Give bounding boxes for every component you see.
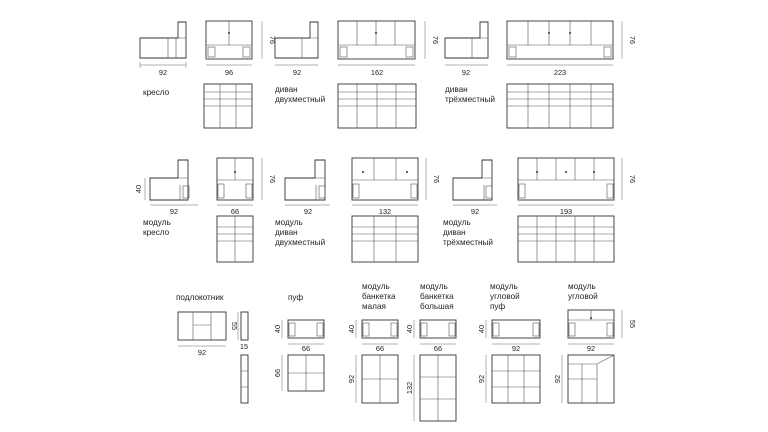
- module-sofa2-height-label: 76: [432, 174, 441, 184]
- bench-small-height-label: 40: [347, 324, 356, 334]
- sofa2-side-view: [275, 22, 318, 58]
- module-chair-top-plan: [217, 216, 253, 262]
- armchair-label: кресло: [143, 88, 170, 97]
- armrest-front-view: [178, 312, 226, 340]
- module-sofa2-front-view: [352, 158, 418, 200]
- armchair-side-view: [140, 22, 186, 58]
- bench-large-label-line2: банкетка: [420, 292, 454, 301]
- pouf-front-view: [288, 320, 324, 338]
- corner-pouf-width-label: 92: [511, 344, 521, 353]
- module-sofa3-label-line3: трёхместный: [443, 238, 493, 247]
- bench-large-depth-label: 132: [405, 381, 414, 395]
- bench-large-height-label: 40: [405, 324, 414, 334]
- sofa3-label-line1: диван: [445, 85, 468, 94]
- corner-pouf-front-view: [492, 320, 540, 338]
- bench-small-label-line2: банкетка: [362, 292, 396, 301]
- armrest-height-label: 55: [230, 321, 239, 331]
- bench-small-front-view: [362, 320, 398, 338]
- sofa2-label-line1: диван: [275, 85, 298, 94]
- sofa2-side-width-label: 92: [292, 68, 302, 77]
- armchair-width-label: 92: [158, 68, 168, 77]
- armrest-width-label: 92: [197, 348, 207, 357]
- module-sofa2-side-view: [285, 160, 325, 200]
- sofa2-top-plan: [338, 84, 416, 128]
- module-chair-seat-height-label: 40: [134, 184, 143, 194]
- module-sofa3-top-plan: [518, 216, 614, 262]
- sofa2-width-label: 162: [370, 68, 384, 77]
- module-sofa2-top-plan: [352, 216, 418, 262]
- sofa3-label-line2: трёхместный: [445, 95, 495, 104]
- corner-width-label: 92: [586, 344, 596, 353]
- corner-top-plan: [568, 355, 614, 403]
- armchair-top-plan: [204, 84, 252, 128]
- module-sofa2-label-line3: двухместный: [275, 238, 326, 247]
- module-sofa3-label-line2: диван: [443, 228, 466, 237]
- sofa3-front-view: [507, 21, 613, 59]
- module-chair-label-line1: модуль: [143, 218, 171, 227]
- armchair-height-label: 76: [268, 35, 277, 45]
- corner-depth-label: 92: [553, 374, 562, 384]
- armrest-depth-label: 15: [239, 342, 249, 351]
- corner-pouf-label-line2: угловой: [490, 292, 520, 301]
- bench-large-width-label: 66: [433, 344, 443, 353]
- module-chair-side-width-label: 92: [169, 207, 179, 216]
- corner-height-label: 55: [628, 319, 637, 329]
- module-chair-label-line2: кресло: [143, 228, 170, 237]
- module-sofa2-label-line2: диван: [275, 228, 298, 237]
- armrest-label: подлокотник: [176, 293, 224, 302]
- module-sofa3-label-line1: модуль: [443, 218, 471, 227]
- bench-small-depth-label: 92: [347, 374, 356, 384]
- module-sofa2-width-label: 132: [378, 207, 392, 216]
- bench-large-front-view: [420, 320, 456, 338]
- module-chair-height-label: 76: [268, 174, 277, 184]
- bench-large-label-line3: большая: [420, 302, 454, 311]
- module-sofa3-width-label: 193: [559, 207, 573, 216]
- corner-pouf-top-plan: [492, 355, 540, 403]
- armchair-front-view: [206, 21, 252, 59]
- corner-label-line2: угловой: [568, 292, 598, 301]
- sofa2-label-line2: двухместный: [275, 95, 326, 104]
- bench-small-width-label: 66: [375, 344, 385, 353]
- module-chair-side-view: [150, 160, 189, 200]
- bench-large-top-plan: [420, 355, 456, 421]
- module-sofa3-side-width-label: 92: [470, 207, 480, 216]
- module-sofa3-height-label: 76: [628, 174, 637, 184]
- pouf-top-plan: [288, 355, 324, 391]
- module-chair-front-view: [217, 158, 253, 200]
- sofa3-height-label: 76: [628, 35, 637, 45]
- pouf-width-label: 66: [301, 344, 311, 353]
- corner-label-line1: модуль: [568, 282, 596, 291]
- sofa3-side-width-label: 92: [461, 68, 471, 77]
- sofa2-height-label: 76: [431, 35, 440, 45]
- bench-small-label-line1: модуль: [362, 282, 390, 291]
- armchair-front-width-label: 96: [224, 68, 234, 77]
- armrest-side-view: [241, 312, 248, 340]
- corner-front-view: [568, 310, 614, 338]
- bench-large-label-line1: модуль: [420, 282, 448, 291]
- corner-pouf-height-label: 40: [477, 324, 486, 334]
- sofa3-side-view: [445, 22, 488, 58]
- corner-pouf-depth-label: 92: [477, 374, 486, 384]
- pouf-height-label: 40: [273, 324, 282, 334]
- module-sofa2-label-line1: модуль: [275, 218, 303, 227]
- sofa3-top-plan: [507, 84, 613, 128]
- armrest-top-plan: [241, 355, 248, 403]
- pouf-depth-label: 66: [273, 368, 282, 378]
- corner-pouf-label-line3: пуф: [490, 302, 506, 311]
- module-sofa2-side-width-label: 92: [303, 207, 313, 216]
- module-sofa3-side-view: [453, 160, 492, 200]
- corner-pouf-label-line1: модуль: [490, 282, 518, 291]
- bench-small-label-line3: малая: [362, 302, 386, 311]
- module-sofa3-front-view: [518, 158, 614, 200]
- pouf-label: пуф: [288, 293, 304, 302]
- module-chair-width-label: 66: [230, 207, 240, 216]
- sofa3-width-label: 223: [553, 68, 567, 77]
- bench-small-top-plan: [362, 355, 398, 403]
- sofa2-front-view: [338, 21, 415, 59]
